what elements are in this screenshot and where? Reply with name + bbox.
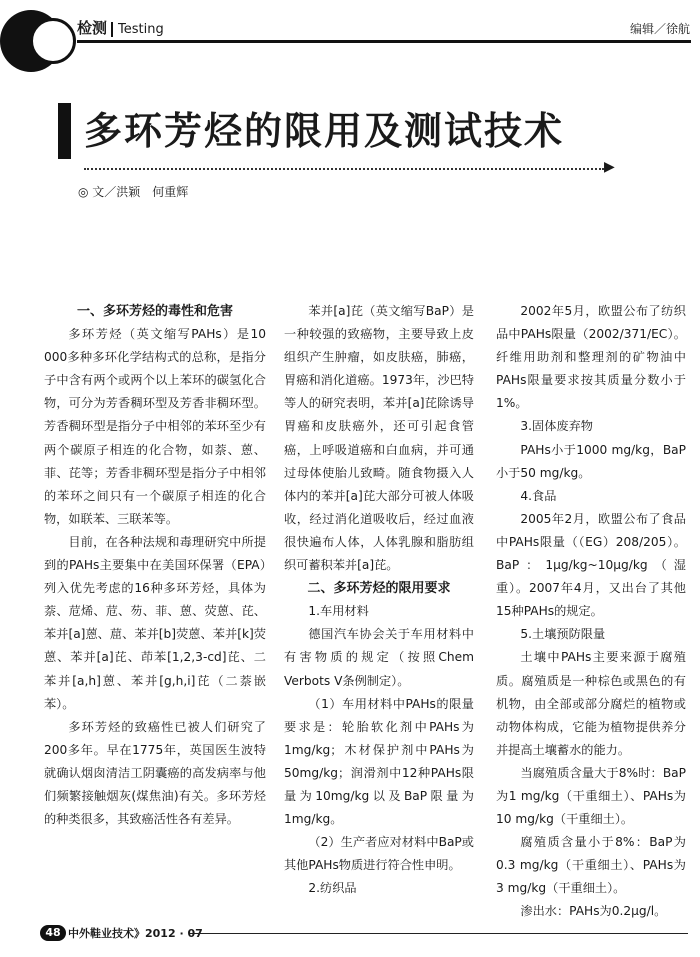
section-label-en: Testing bbox=[111, 22, 164, 37]
paragraph: （2）生产者应对材料中BaP或其他PAHs物质进行符合性申明。 bbox=[284, 835, 474, 873]
section-heading-1: 一、多环芳烃的毒性和危害 bbox=[76, 304, 233, 319]
title-arrow-icon: ▶ bbox=[604, 159, 615, 175]
paragraph: 2002年5月，欧盟公布了纺织品中PAHs限量（2002/371/EC）。纤维用助剂和整理剂的矿物油中PAHs限量要求按其质量分数小于1%。 bbox=[496, 304, 686, 411]
paragraph: 渗出水：PAHs为0.2μg/l。 bbox=[520, 904, 667, 919]
paragraph: （1）车用材料中PAHs的限量要求是：轮胎软化剂中PAHs为1mg/kg；木材保护剂中PAHs为50mg/kg；润滑剂中12种PAHs限量为10mg/kg以及BaP限量为1mg/kg。 bbox=[284, 696, 474, 827]
paragraph: PAHs小于1000 mg/kg，BaP小于50 mg/kg。 bbox=[496, 442, 686, 480]
paragraph: 腐殖质含量小于8%：BaP为0.3 mg/kg（干重细土）、PAHs为3 mg/kg（干重细土）。 bbox=[496, 835, 686, 896]
subheading: 4.食品 bbox=[520, 488, 557, 503]
column-3 bbox=[496, 300, 686, 924]
editor-credit: 编辑／徐航 bbox=[629, 22, 690, 36]
paragraph: 苯并[a]芘（英文缩写BaP）是一种较强的致癌物，主要导致上皮组织产生肿瘤，如皮肤癌，肺癌，胃癌和消化道癌。1973年，沙巴特等人的研究表明，苯并[a]芘除诱导胃癌和皮肤癌外，还可引起食管癌，上呼吸道癌和白血病，并可通过母体使胎儿致畸。随食物摄入人体内的苯并[a]芘大部分可被人体吸收，经过消化道吸收后，经过血液很快遍布人体，人体乳腺和脂肪组织可蓄积苯并[a]芘。 bbox=[284, 304, 474, 573]
subheading: 3.固体废弃物 bbox=[520, 419, 593, 434]
paragraph: 2005年2月，欧盟公布了食品中PAHs限量（（EG）208/205）。BaP：1μg/kg~10μg/kg（湿重）。2007年4月，又出台了其他15种PAHs的规定。 bbox=[496, 511, 686, 619]
title-bar-decoration bbox=[58, 103, 71, 159]
section-label bbox=[77, 17, 164, 37]
journal-name: 中外鞋业技术》2012 · 07 bbox=[68, 927, 203, 940]
section-heading-2: 二、多环芳烃的限用要求 bbox=[307, 581, 451, 597]
subheading: 5.土壤预防限量 bbox=[520, 627, 606, 642]
title-dotted-rule bbox=[84, 168, 604, 170]
subheading: 1.车用材料 bbox=[308, 604, 369, 619]
paragraph: 土壤中PAHs主要来源于腐殖质。腐殖质是一种棕色或黑色的有机物，由全部或部分腐烂的植物或动物体构成，它能为植物提供养分并提高土壤蓄水的能力。 bbox=[496, 650, 686, 757]
authors: ◎ 文／洪颖 何重辉 bbox=[78, 185, 189, 199]
header-ring-decoration bbox=[30, 18, 76, 64]
section-label-cn: 检测 bbox=[77, 19, 108, 37]
page-number: 48 bbox=[40, 925, 66, 941]
header-rule bbox=[77, 40, 691, 43]
paragraph: 德国汽车协会关于车用材料中有害物质的规定（按照Chem Verbots V条例制定）。 bbox=[284, 627, 474, 688]
column-2 bbox=[284, 300, 474, 900]
subheading: 2.纺织品 bbox=[308, 881, 357, 896]
paragraph: 多环芳烃（英文缩写PAHs）是10 000多种多环化学结构式的总称，是指分子中含有两个或两个以上苯环的碳氢化合物，可分为芳香稠环型及芳香非稠环型。芳香稠环型是指分子中相邻的苯环至少有两个碳原子相连的化合物，如萘、蒽、菲、芘等；芳香非稠环型是指分子中相邻的苯环之间只有一个碳原子相连的化合物，如联苯、三联苯等。 bbox=[44, 327, 266, 526]
paragraph: 多环芳烃的致癌性已被人们研究了200多年。早在1775年，英国医生波特就确认烟囱清洁工阴囊癌的高发病率与他们频繁接触烟灰(煤焦油)有关。多环芳烃的种类很多，其致癌活性各有差异。 bbox=[44, 719, 266, 827]
paragraph: 目前，在各种法规和毒理研究中所提到的PAHs主要集中在美国环保署（EPA）列入优先考虑的16种多环芳烃，具体为萘、苊烯、苊、芴、菲、蒽、荧蒽、芘、苯并[a]蒽、䓛、苯并[b]荧蒽、苯并[k]荧蒽、苯并[a]芘、茚苯[1,2,3-cd]芘、二苯并[a,h]蒽、苯并[g,h,i]芘（二萘嵌苯）。 bbox=[44, 534, 266, 711]
footer-rule bbox=[190, 933, 688, 934]
article-title: 多环芳烃的限用及测试技术 bbox=[84, 109, 565, 153]
paragraph: 当腐殖质含量大于8%时：BaP为1 mg/kg（干重细土）、PAHs为10 mg/kg（干重细土）。 bbox=[496, 765, 686, 827]
column-1 bbox=[44, 300, 266, 831]
